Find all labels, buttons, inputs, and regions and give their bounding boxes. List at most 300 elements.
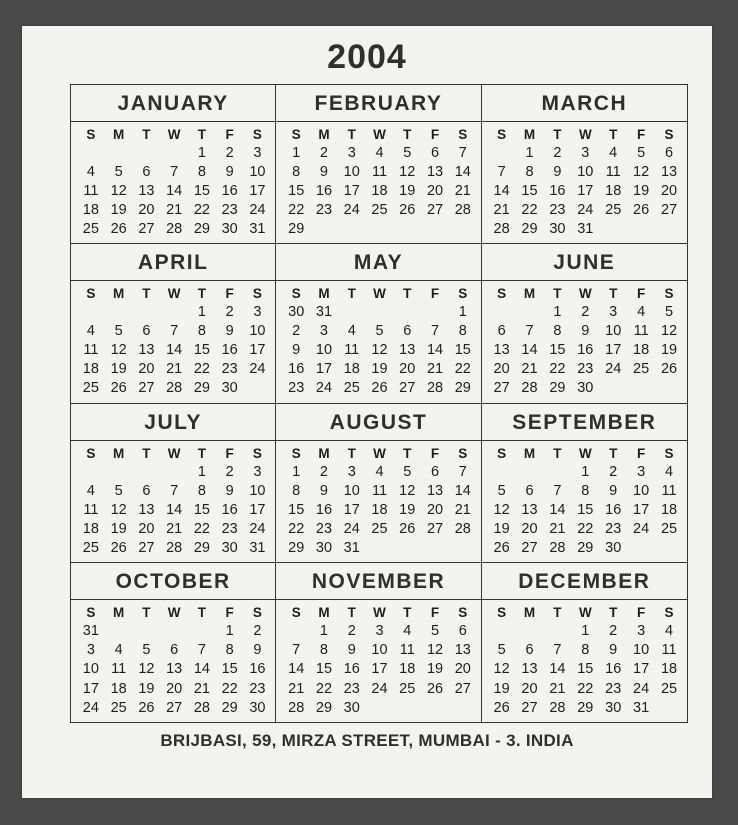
day-cell: 31 [315, 304, 333, 321]
day-cell: 17 [577, 183, 594, 200]
day-cell: 14 [549, 661, 566, 678]
day-cell: 2 [225, 463, 234, 480]
day-cell: 2 [609, 463, 618, 480]
day-cell: 25 [605, 202, 622, 219]
day-cell: 3 [319, 323, 328, 340]
day-cell: 14 [521, 342, 538, 359]
day-cell: 2 [319, 463, 328, 480]
day-cell: 8 [225, 642, 234, 659]
day-cell: 4 [347, 323, 356, 340]
day-cell: 27 [426, 202, 444, 219]
day-cell: 25 [343, 380, 360, 397]
day-cell: 7 [497, 164, 506, 181]
day-cell: 26 [371, 380, 388, 397]
day-cell: 7 [170, 164, 179, 181]
weekday-label: T [142, 127, 151, 142]
day-cell: 5 [497, 642, 506, 659]
weekday-label: S [86, 127, 96, 142]
day-cell: 24 [82, 699, 99, 716]
weekday-label: S [664, 604, 674, 620]
day-cell: 17 [343, 183, 360, 200]
weekday-label: T [142, 286, 151, 302]
month-april [71, 244, 276, 403]
day-cell: 27 [660, 202, 678, 219]
day-cell: 13 [521, 501, 538, 518]
day-cell: 20 [493, 361, 510, 378]
day-grid [276, 600, 480, 722]
day-cell: 15 [288, 183, 305, 200]
day-cell: 5 [403, 145, 412, 162]
day-cell: 14 [549, 501, 566, 518]
day-cell: 13 [493, 342, 510, 359]
weekday-label: S [252, 127, 262, 142]
day-cell: 28 [193, 699, 210, 716]
day-cell: 23 [221, 361, 238, 378]
day-cell: 5 [114, 323, 123, 340]
day-cell: 18 [82, 520, 99, 537]
day-cell: 2 [319, 145, 328, 162]
day-cell: 30 [605, 539, 622, 556]
day-cell: 24 [343, 520, 360, 537]
day-cell: 10 [315, 342, 333, 359]
weekday-label: M [113, 445, 125, 461]
weekday-label: M [113, 286, 125, 302]
day-cell: 22 [454, 361, 471, 378]
weekday-label: T [197, 445, 207, 461]
weekday-label: W [578, 127, 592, 142]
month-name: AUGUST [276, 404, 480, 441]
day-cell: 26 [138, 699, 155, 716]
day-cell: 9 [553, 164, 562, 181]
day-cell: 28 [493, 221, 510, 238]
day-cell: 3 [347, 463, 356, 480]
day-cell: 4 [114, 642, 123, 659]
weekday-label: T [197, 286, 207, 302]
day-cell: 12 [493, 501, 510, 518]
day-cell: 2 [609, 622, 618, 639]
day-cell: 10 [249, 323, 266, 340]
day-cell: 17 [249, 501, 266, 518]
weekday-label: F [637, 604, 646, 620]
empty-day-cell [282, 622, 310, 641]
day-cell: 15 [577, 501, 594, 518]
weekday-label: T [347, 286, 356, 302]
day-cell: 7 [170, 323, 179, 340]
day-grid [276, 281, 480, 402]
day-cell: 10 [249, 482, 266, 499]
day-cell: 20 [521, 520, 538, 537]
day-cell: 12 [633, 164, 650, 181]
day-cell: 7 [430, 323, 440, 340]
day-cell: 10 [577, 164, 594, 181]
empty-day-cell [599, 379, 627, 398]
month-name: JANUARY [71, 85, 275, 122]
day-cell: 6 [525, 482, 534, 499]
day-cell: 6 [525, 642, 534, 659]
day-cell: 16 [577, 342, 594, 359]
empty-day-cell [627, 379, 655, 398]
empty-day-cell [188, 622, 216, 641]
day-cell: 16 [221, 183, 238, 200]
empty-day-cell [77, 144, 105, 163]
day-cell: 30 [315, 539, 333, 556]
day-cell: 29 [521, 221, 538, 238]
day-cell: 5 [142, 642, 151, 659]
day-cell: 31 [82, 622, 99, 639]
day-cell: 23 [315, 202, 333, 219]
day-cell: 28 [549, 699, 566, 716]
day-cell: 27 [426, 520, 444, 537]
empty-day-cell [338, 303, 366, 322]
day-cell: 29 [549, 380, 566, 397]
day-cell: 6 [430, 145, 440, 162]
month-january [71, 85, 276, 244]
weekday-label: F [430, 127, 440, 142]
day-cell: 11 [83, 501, 99, 518]
month-name: MAY [276, 244, 480, 281]
day-cell: 6 [142, 482, 151, 499]
day-cell: 31 [633, 699, 650, 716]
day-cell: 17 [343, 501, 360, 518]
day-cell: 23 [315, 520, 333, 537]
day-cell: 4 [637, 304, 646, 321]
day-cell: 18 [82, 202, 99, 219]
day-cell: 22 [577, 680, 594, 697]
day-cell: 5 [403, 463, 412, 480]
day-cell: 17 [605, 342, 622, 359]
month-name: OCTOBER [71, 563, 275, 600]
month-september [482, 404, 687, 563]
day-cell: 29 [288, 539, 305, 556]
day-cell: 16 [249, 661, 266, 678]
weekday-label: S [252, 286, 262, 302]
day-cell: 26 [399, 202, 416, 219]
day-cell: 8 [553, 323, 562, 340]
day-cell: 21 [521, 361, 538, 378]
day-cell: 23 [605, 520, 622, 537]
month-name: JUNE [482, 244, 687, 281]
day-cell: 12 [110, 342, 127, 359]
day-cell: 28 [426, 380, 444, 397]
day-cell: 6 [170, 642, 179, 659]
day-cell: 24 [371, 680, 388, 697]
day-cell: 25 [82, 380, 99, 397]
day-cell: 9 [253, 642, 262, 659]
empty-day-cell [449, 220, 477, 239]
weekday-label: S [497, 445, 507, 461]
day-cell: 11 [83, 342, 99, 359]
day-cell: 12 [110, 183, 127, 200]
day-cell: 23 [549, 202, 566, 219]
day-cell: 4 [86, 482, 95, 499]
weekday-label: S [252, 604, 262, 620]
day-cell: 29 [577, 699, 594, 716]
day-cell: 27 [399, 380, 416, 397]
day-cell: 12 [138, 661, 155, 678]
day-cell: 19 [493, 520, 510, 537]
day-cell: 18 [605, 183, 622, 200]
day-cell: 1 [225, 622, 234, 639]
day-cell: 19 [660, 342, 678, 359]
day-cell: 15 [521, 183, 538, 200]
weekday-label: M [318, 127, 330, 142]
day-cell: 23 [605, 680, 622, 697]
day-cell: 30 [288, 304, 305, 321]
day-cell: 1 [525, 145, 534, 162]
day-cell: 15 [577, 661, 594, 678]
day-cell: 28 [166, 380, 183, 397]
day-cell: 9 [225, 164, 234, 181]
month-february [276, 85, 481, 244]
day-cell: 5 [114, 482, 123, 499]
day-cell: 3 [253, 304, 262, 321]
day-cell: 13 [399, 342, 416, 359]
day-cell: 3 [637, 463, 646, 480]
day-cell: 10 [605, 323, 622, 340]
day-cell: 15 [193, 183, 210, 200]
day-cell: 26 [493, 699, 510, 716]
day-cell: 12 [371, 342, 388, 359]
day-cell: 6 [142, 323, 151, 340]
day-cell: 21 [288, 680, 305, 697]
day-cell: 23 [288, 380, 305, 397]
empty-day-cell [421, 303, 449, 322]
day-cell: 20 [426, 501, 444, 518]
weekday-label: T [553, 286, 562, 302]
day-cell: 13 [454, 642, 471, 659]
day-cell: 11 [633, 323, 649, 340]
day-cell: 22 [193, 520, 210, 537]
weekday-label: T [609, 127, 618, 142]
day-cell: 22 [315, 680, 333, 697]
weekday-label: W [167, 604, 181, 620]
day-cell: 9 [225, 482, 234, 499]
weekday-label: S [291, 445, 301, 461]
day-cell: 4 [664, 463, 674, 480]
day-cell: 19 [371, 361, 388, 378]
day-cell: 29 [193, 539, 210, 556]
weekday-label: T [553, 127, 562, 142]
day-cell: 15 [221, 661, 238, 678]
empty-day-cell [655, 220, 683, 239]
day-cell: 16 [221, 501, 238, 518]
day-cell: 14 [166, 342, 183, 359]
day-cell: 21 [549, 680, 566, 697]
day-cell: 9 [225, 323, 234, 340]
day-cell: 10 [82, 661, 99, 678]
day-cell: 13 [521, 661, 538, 678]
empty-day-cell [543, 622, 571, 641]
day-cell: 4 [664, 622, 674, 639]
empty-day-cell [543, 463, 571, 482]
empty-day-cell [627, 220, 655, 239]
weekday-label: W [373, 127, 386, 142]
weekday-label: F [430, 286, 440, 302]
day-grid [71, 441, 275, 562]
day-cell: 11 [661, 642, 677, 659]
day-cell: 20 [138, 520, 155, 537]
empty-day-cell [655, 379, 683, 398]
day-cell: 5 [637, 145, 646, 162]
day-cell: 5 [375, 323, 384, 340]
weekday-label: S [86, 445, 96, 461]
empty-day-cell [244, 379, 272, 398]
month-december [482, 563, 687, 722]
day-cell: 18 [633, 342, 650, 359]
day-grid [71, 122, 275, 243]
day-cell: 29 [288, 221, 305, 238]
weekday-label: S [291, 604, 301, 620]
day-cell: 25 [371, 202, 388, 219]
empty-day-cell [105, 622, 133, 641]
day-cell: 1 [197, 463, 206, 480]
day-cell: 13 [138, 501, 155, 518]
day-cell: 23 [221, 520, 238, 537]
day-cell: 14 [166, 501, 183, 518]
weekday-label: T [197, 127, 207, 142]
day-cell: 24 [343, 202, 360, 219]
day-cell: 25 [82, 221, 99, 238]
day-cell: 17 [633, 501, 650, 518]
day-cell: 8 [581, 642, 590, 659]
weekday-label: M [523, 445, 536, 461]
day-cell: 28 [454, 202, 471, 219]
day-grid [276, 122, 480, 243]
day-cell: 8 [458, 323, 467, 340]
day-cell: 30 [221, 539, 238, 556]
day-cell: 24 [315, 380, 333, 397]
day-cell: 18 [660, 501, 678, 518]
day-cell: 16 [605, 501, 622, 518]
day-cell: 18 [660, 661, 678, 678]
day-cell: 29 [577, 539, 594, 556]
day-cell: 1 [581, 463, 590, 480]
weekday-label: S [664, 286, 674, 302]
day-cell: 19 [110, 202, 127, 219]
day-cell: 4 [375, 145, 384, 162]
weekday-label: F [637, 286, 646, 302]
month-november [276, 563, 481, 722]
empty-day-cell [488, 144, 516, 163]
day-cell: 19 [110, 520, 127, 537]
day-cell: 8 [197, 164, 206, 181]
day-cell: 7 [197, 642, 206, 659]
day-cell: 28 [454, 520, 471, 537]
year-title: 2004 [327, 38, 407, 76]
day-cell: 21 [493, 202, 510, 219]
day-cell: 20 [138, 202, 155, 219]
empty-day-cell [77, 303, 105, 322]
day-cell: 27 [138, 539, 155, 556]
day-cell: 22 [288, 520, 305, 537]
empty-day-cell [133, 622, 161, 641]
weekday-label: T [347, 445, 356, 461]
day-cell: 6 [430, 463, 440, 480]
month-grid [70, 84, 688, 723]
day-cell: 10 [633, 482, 650, 499]
day-cell: 22 [577, 520, 594, 537]
day-cell: 30 [343, 699, 360, 716]
day-cell: 22 [288, 202, 305, 219]
day-cell: 13 [138, 183, 155, 200]
day-cell: 24 [249, 520, 266, 537]
day-cell: 14 [288, 661, 305, 678]
empty-day-cell [599, 220, 627, 239]
day-cell: 26 [110, 221, 127, 238]
day-cell: 30 [605, 699, 622, 716]
weekday-label: M [318, 604, 330, 620]
day-cell: 2 [347, 622, 356, 639]
day-cell: 15 [549, 342, 566, 359]
day-cell: 19 [399, 501, 416, 518]
weekday-label: F [637, 127, 646, 142]
day-cell: 4 [609, 145, 618, 162]
weekday-label: S [458, 286, 468, 302]
day-cell: 18 [343, 361, 360, 378]
day-cell: 9 [292, 342, 301, 359]
day-cell: 4 [86, 323, 95, 340]
month-june [482, 244, 687, 403]
day-grid [276, 441, 480, 562]
day-cell: 18 [399, 661, 416, 678]
day-cell: 31 [577, 221, 594, 238]
day-cell: 24 [605, 361, 622, 378]
day-cell: 30 [577, 380, 594, 397]
day-cell: 24 [249, 361, 266, 378]
day-cell: 13 [138, 342, 155, 359]
day-cell: 17 [82, 680, 99, 697]
day-cell: 30 [549, 221, 566, 238]
day-grid [482, 122, 687, 243]
day-cell: 24 [249, 202, 266, 219]
day-cell: 1 [197, 304, 206, 321]
day-cell: 18 [371, 183, 388, 200]
day-cell: 6 [497, 323, 506, 340]
day-cell: 11 [371, 164, 388, 181]
day-cell: 2 [292, 323, 301, 340]
day-grid [482, 600, 687, 722]
day-cell: 3 [375, 622, 384, 639]
day-cell: 2 [253, 622, 262, 639]
day-cell: 12 [660, 323, 678, 340]
day-cell: 26 [110, 539, 127, 556]
day-cell: 1 [458, 304, 467, 321]
day-cell: 31 [249, 221, 266, 238]
empty-day-cell [393, 303, 421, 322]
day-cell: 23 [343, 680, 360, 697]
day-cell: 13 [426, 482, 444, 499]
day-cell: 8 [581, 482, 590, 499]
day-cell: 21 [166, 520, 183, 537]
empty-day-cell [133, 303, 161, 322]
weekday-label: W [167, 127, 181, 142]
day-cell: 12 [426, 642, 444, 659]
day-cell: 16 [315, 501, 333, 518]
day-cell: 7 [292, 642, 301, 659]
day-grid [482, 441, 687, 562]
day-cell: 14 [454, 482, 471, 499]
day-cell: 12 [110, 501, 127, 518]
weekday-label: M [113, 604, 125, 620]
weekday-label: W [578, 286, 592, 302]
day-cell: 10 [343, 482, 360, 499]
weekday-label: W [373, 286, 386, 302]
day-cell: 3 [637, 622, 646, 639]
day-cell: 6 [142, 164, 151, 181]
day-cell: 9 [581, 323, 590, 340]
day-cell: 26 [110, 380, 127, 397]
weekday-label: T [142, 445, 151, 461]
